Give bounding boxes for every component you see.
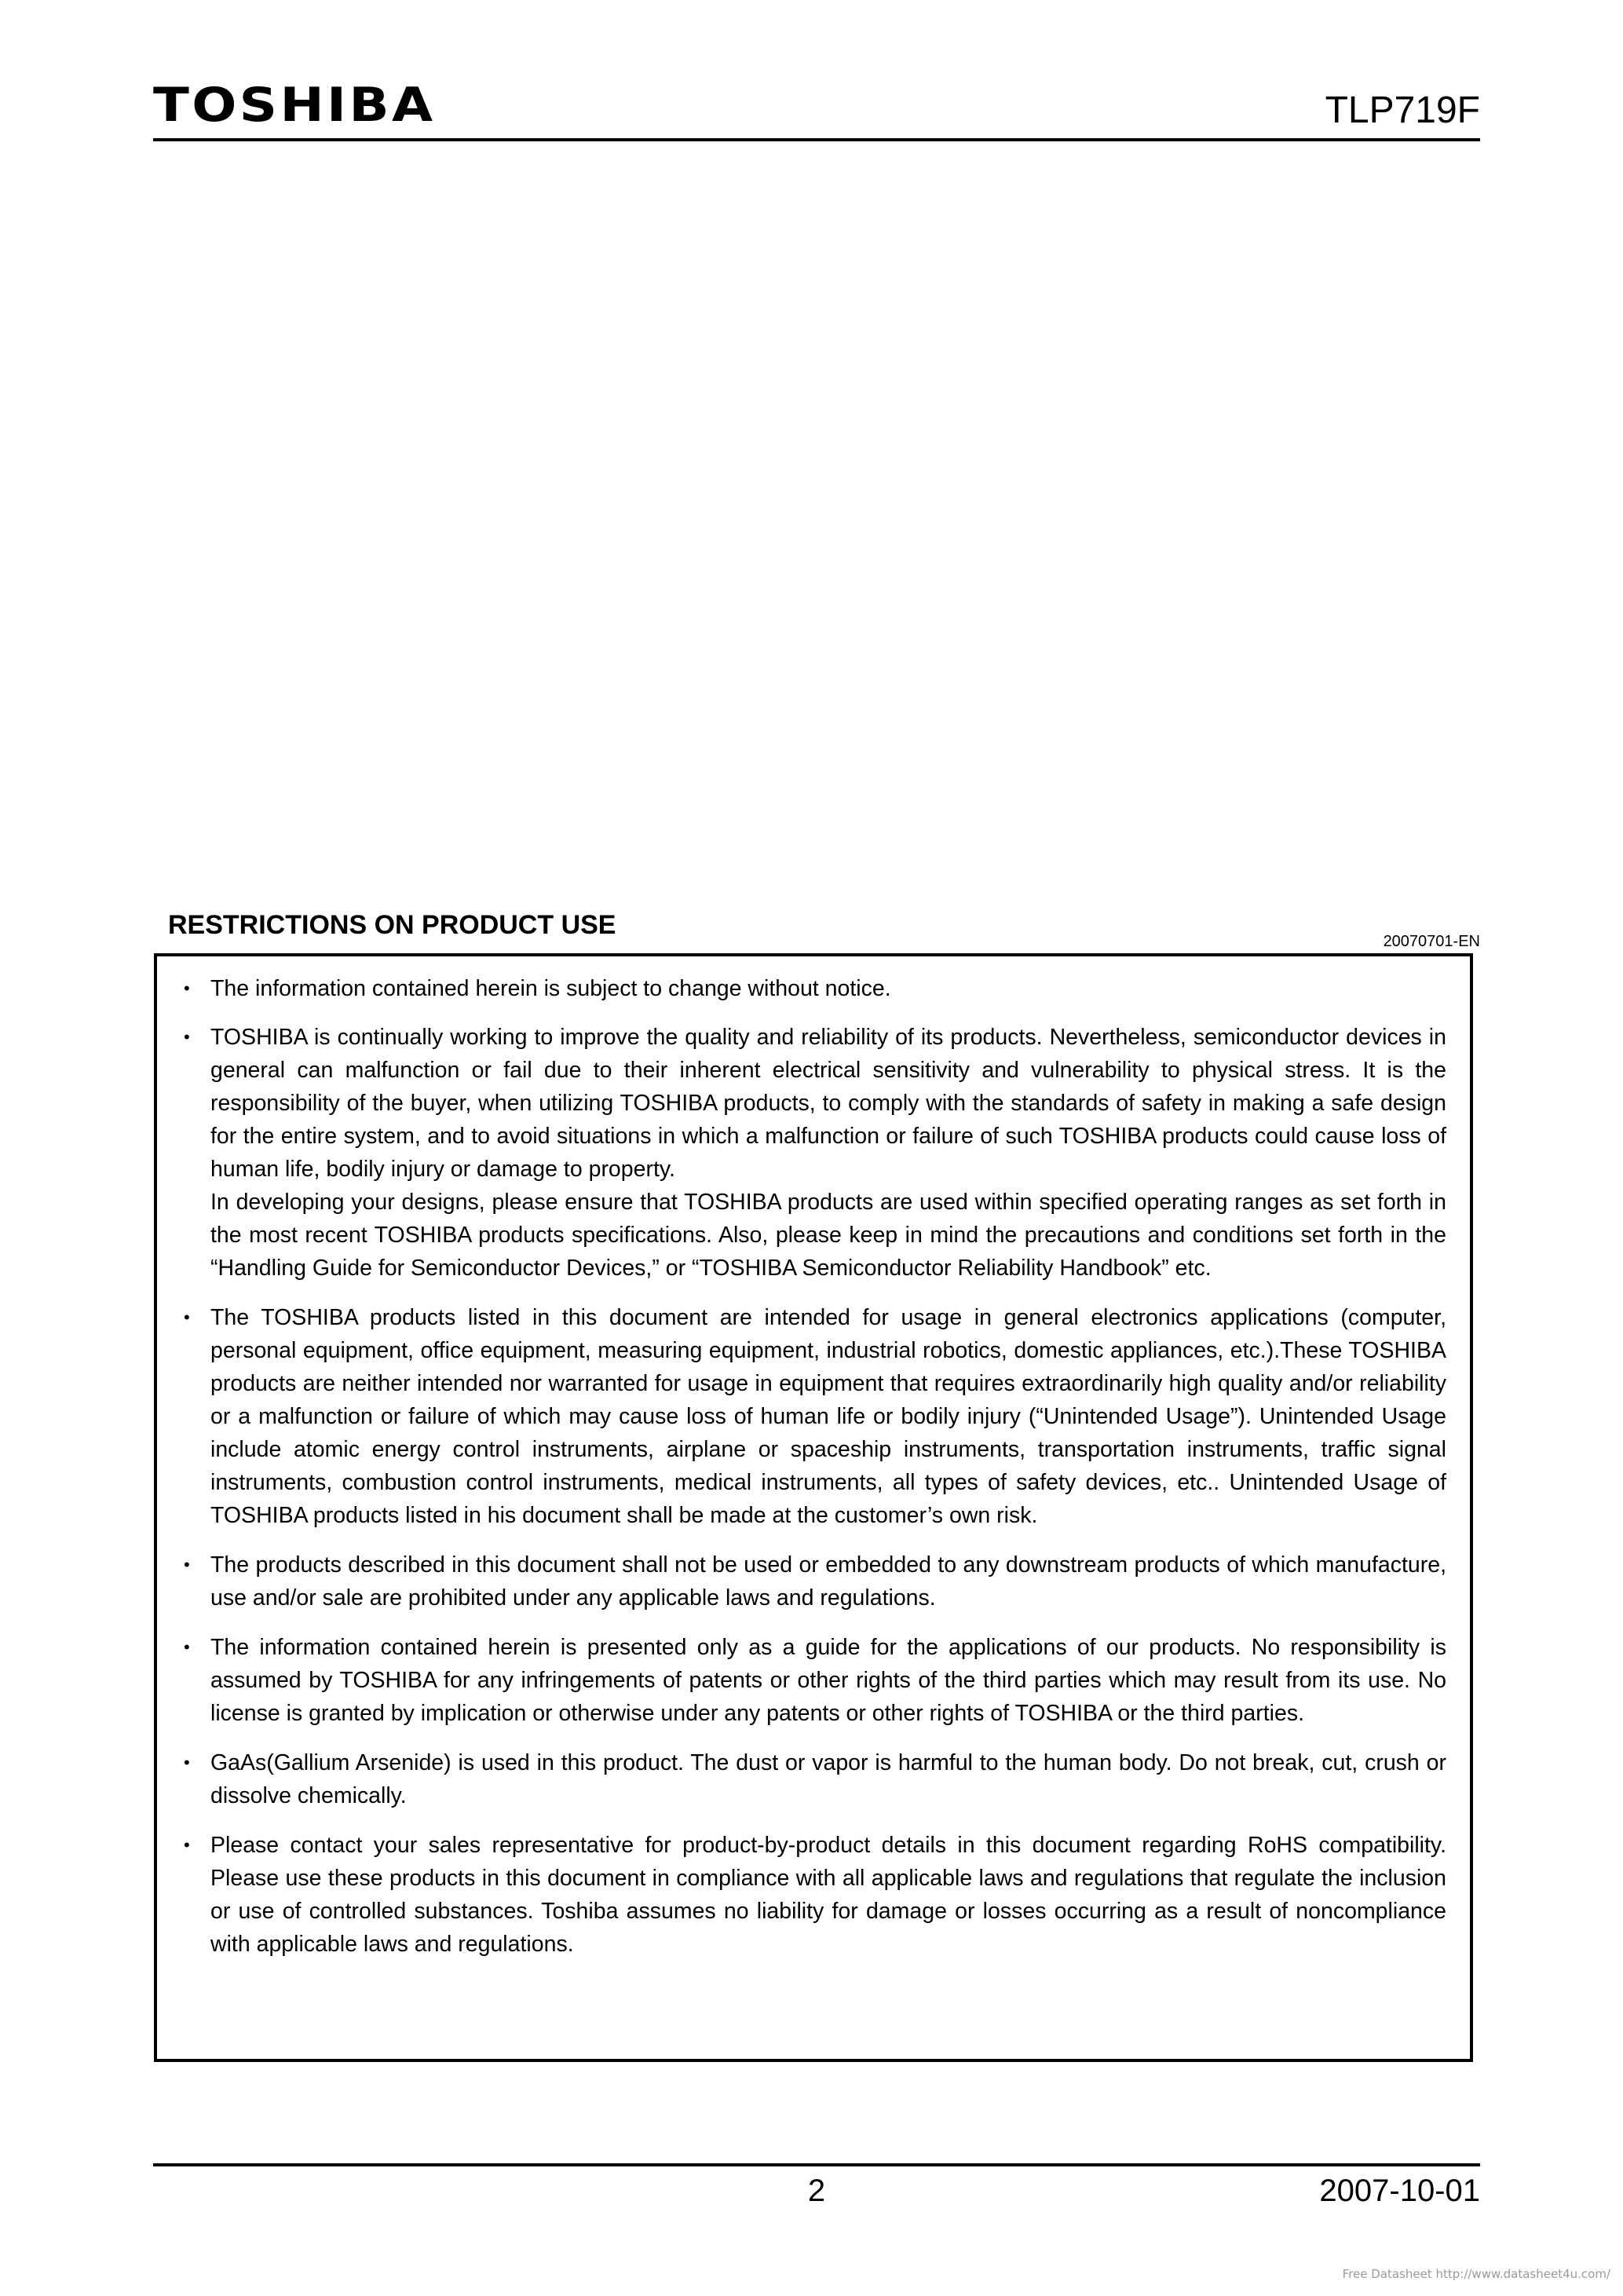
restriction-item-downstream xyxy=(184,1548,1446,1614)
restriction-item-gaas xyxy=(184,1746,1446,1812)
restriction-item-change-notice xyxy=(184,972,1446,1005)
bullet-icon: • xyxy=(184,1753,190,1772)
page-header xyxy=(153,77,1480,141)
bullet-icon: • xyxy=(184,1637,190,1657)
restriction-text: The information contained herein is subject to change without notice. xyxy=(210,976,891,1001)
restriction-text: TOSHIBA is continually working to improve the quality and reliability of its products. Nevertheless, semiconductor devices in general can malfunction or fail due to their inherent electrical sensitivity and vulnerability to physical stress. It is the responsibility of the buyer, when utilizing TOSHIBA products, to comply with the standards of safety in making a safe design for the entire system, and to avoid situations in which a malfunction or failure of such TOSHIBA products could cause loss of human life, bodily injury or damage to property. xyxy=(210,1025,1446,1182)
restriction-text: The information contained herein is presented only as a guide for the applications of our products. No responsibility is assumed by TOSHIBA for any infringements of patents or other rights of the third parties which may result from its use. No license is granted by implication or otherwise under any patents or other rights of TOSHIBA or the third parties. xyxy=(210,1635,1446,1726)
restriction-item-rohs xyxy=(184,1829,1446,1961)
bullet-icon: • xyxy=(184,978,190,998)
restrictions-box xyxy=(154,953,1473,2062)
bullet-icon: • xyxy=(184,1835,190,1855)
watermark: Free Datasheet http://www.datasheet4u.com/ xyxy=(1342,2267,1610,2281)
document-code: 20070701-EN xyxy=(1383,933,1480,950)
restriction-item-reliability xyxy=(184,1021,1446,1285)
restriction-text: Please contact your sales representative for product-by-product details in this document regarding RoHS compatibility. Please use these products in this document in compliance with all applicable laws and regulations that regulate the inclusion or use of controlled substances. Toshiba assumes no liability for damage or losses occurring as a result of noncompliance with applicable laws and regulations. xyxy=(210,1833,1446,1957)
restriction-text: The TOSHIBA products listed in this document are intended for usage in general electronics applications (computer, personal equipment, office equipment, measuring equipment, industrial robotics, domestic appliances, etc.).These TOSHIBA products are neither intended nor warranted for usage in equipment that requires extraordinarily high quality and/or reliability or a malfunction or failure of which may cause loss of human life or bodily injury (“Unintended Usage”). Unintended Usage include atomic energy control instruments, airplane or spaceship instruments, transportation instruments, traffic signal instruments, combustion control instruments, medical instruments, all types of safety devices, etc.. Unintended Usage of TOSHIBA products listed in his document shall be made at the customer’s own risk. xyxy=(210,1305,1446,1528)
page-number: 2 xyxy=(807,2174,826,2208)
restriction-item-patents xyxy=(184,1631,1446,1730)
bullet-icon: • xyxy=(184,1027,190,1047)
page-footer xyxy=(153,2163,1480,2214)
restriction-text: GaAs(Gallium Arsenide) is used in this product. The dust or vapor is harmful to the human body. Do not break, cut, crush or dissolve chemically. xyxy=(210,1750,1446,1808)
toshiba-logo: TOSHIBA xyxy=(153,78,436,133)
restrictions-title: RESTRICTIONS ON PRODUCT USE xyxy=(168,910,616,940)
restriction-text-continued: In developing your designs, please ensure that TOSHIBA products are used within specified operating ranges as set forth in the most recent TOSHIBA products specifications. Also, please keep in mind the precautions and conditions set forth in the “Handling Guide for Semiconductor Devices,” or “TOSHIBA Semiconductor Reliability Handbook” etc. xyxy=(210,1190,1446,1281)
bullet-icon: • xyxy=(184,1307,190,1327)
publication-date: 2007-10-01 xyxy=(1319,2174,1480,2208)
restriction-text: The products described in this document shall not be used or embedded to any downstream products of which manufacture, use and/or sale are prohibited under any applicable laws and regulations. xyxy=(210,1552,1446,1610)
part-number: TLP719F xyxy=(1325,90,1480,131)
restriction-item-intended-usage xyxy=(184,1301,1446,1532)
restrictions-list xyxy=(184,972,1446,1961)
bullet-icon: • xyxy=(184,1555,190,1574)
